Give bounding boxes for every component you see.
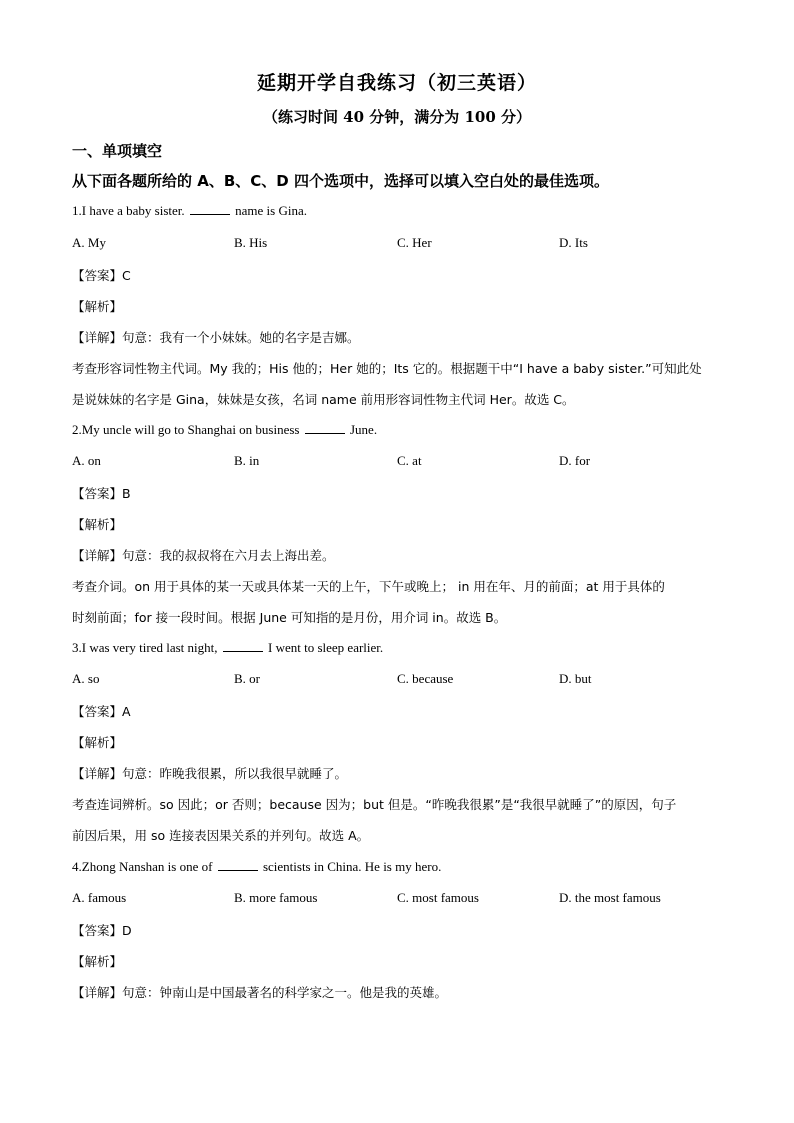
question-1-stem (72, 203, 307, 219)
question-4-option-c: C. most famous (397, 890, 479, 905)
question-2-analysis-label: 【解析】 (72, 517, 123, 532)
question-4-answer: 【答案】D (72, 923, 132, 938)
question-2-option-d: D. for (559, 453, 591, 468)
question-4-detail: 【详解】句意：钟南山是中国最著名的科学家之一。他是我的英雄。 (72, 985, 448, 1000)
question-2-detail: 【详解】句意：我的叔叔将在六月去上海出差。 (72, 548, 335, 563)
section-heading: 一、单项填空 (72, 142, 163, 160)
question-stem-part: 2.My uncle will go to Shanghai on business (72, 422, 300, 437)
question-3-explanation-line-2: 前因后果，用 so 连接表因果关系的并列句。故选 A。 (72, 828, 370, 843)
document-subtitle: （练习时间 40 分钟，满分为 100 分） (262, 108, 532, 126)
question-3-option-b: B. or (234, 671, 260, 686)
question-stem-part: scientists in China. He is my hero. (262, 859, 442, 874)
answer-blank (218, 860, 258, 871)
answer-blank (305, 423, 345, 434)
question-3-option-a: A. so (72, 671, 100, 686)
question-3-answer: 【答案】A (72, 704, 131, 719)
question-2-option-c: C. at (397, 453, 422, 468)
question-stem-part: 4.Zhong Nanshan is one of (72, 859, 213, 874)
question-1-option-b: B. His (234, 235, 268, 250)
question-stem-part: June. (350, 422, 378, 437)
question-3-analysis-label: 【解析】 (72, 735, 123, 750)
question-2-answer: 【答案】B (72, 486, 131, 501)
question-4-stem (72, 859, 441, 875)
document-title: 延期开学自我练习（初三英语） (256, 72, 537, 94)
question-1-explanation-line-2: 是说妹妹的名字是 Gina，妹妹是女孩，名词 name 前用形容词性物主代词 Her。故选 C。 (72, 392, 575, 407)
question-1-option-c: C. Her (397, 235, 432, 250)
answer-blank (190, 204, 230, 215)
question-3-detail: 【详解】句意：昨晚我很累，所以我很早就睡了。 (72, 766, 348, 781)
question-stem-part: 3.I was very tired last night, (72, 640, 218, 655)
question-1-analysis-label: 【解析】 (72, 299, 123, 314)
instruction-text: 从下面各题所给的 A、B、C、D 四个选项中，选择可以填入空白处的最佳选项。 (72, 172, 609, 190)
question-4-option-d: D. the most famous (559, 890, 661, 905)
question-stem-part: 1.I have a baby sister. (72, 203, 185, 218)
question-1-answer: 【答案】C (72, 268, 131, 283)
question-4-analysis-label: 【解析】 (72, 954, 123, 969)
question-2-stem (72, 422, 377, 438)
question-3-explanation-line-1: 考查连词辨析。so 因此；or 否则；because 因为；but 但是。“昨晚我很累”是“我很早就睡了”的原因，句子 (72, 797, 677, 812)
question-1-explanation-line-1: 考查形容词性物主代词。My 我的；His 他的；Her 她的；Its 它的。根据题干中“I have a baby sister.”可知此处 (72, 361, 702, 376)
question-2-explanation-line-2: 时刻前面；for 接一段时间。根据 June 可知指的是月份，用介词 in。故选 B。 (72, 610, 507, 625)
question-2-option-b: B. in (234, 453, 260, 468)
question-1-option-d: D. Its (559, 235, 588, 250)
answer-blank (223, 641, 263, 652)
question-4-option-a: A. famous (72, 890, 127, 905)
question-1-option-a: A. My (72, 235, 106, 250)
question-1-detail: 【详解】句意：我有一个小妹妹。她的名字是吉娜。 (72, 330, 360, 345)
question-stem-part: I went to sleep earlier. (268, 640, 384, 655)
question-stem-part: name is Gina. (235, 203, 307, 218)
question-3-option-d: D. but (559, 671, 592, 686)
question-3-option-c: C. because (397, 671, 454, 686)
question-3-stem (72, 640, 383, 656)
question-4-option-b: B. more famous (234, 890, 318, 905)
question-2-explanation-line-1: 考查介词。on 用于具体的某一天或具体某一天的上午，下午或晚上； in 用在年、月的前面；at 用于具体的 (72, 579, 665, 594)
question-2-option-a: A. on (72, 453, 101, 468)
